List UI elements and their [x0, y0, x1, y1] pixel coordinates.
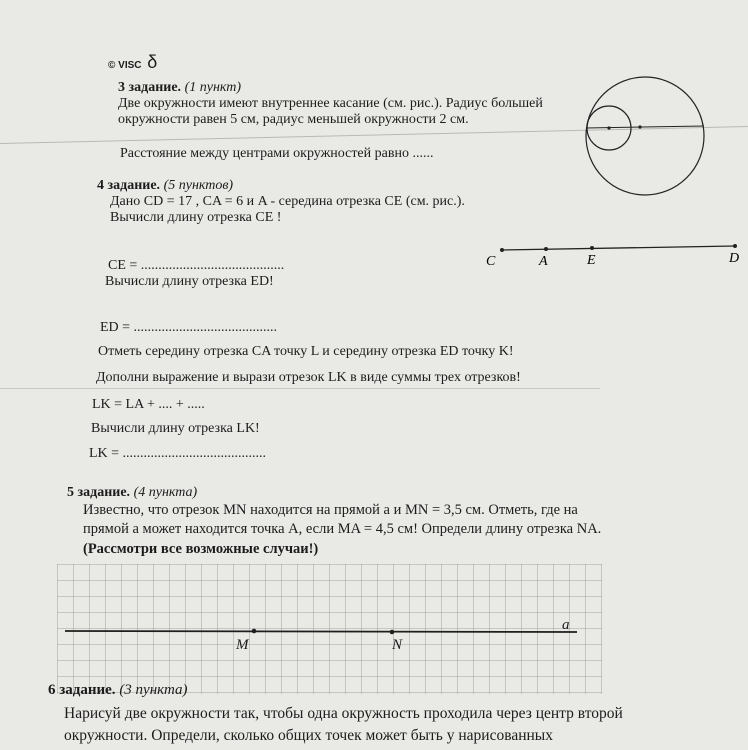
task6-points: (3 пункта)	[119, 682, 188, 698]
circles-figure	[570, 76, 720, 206]
task4-ask-ed: Вычисли длину отрезка ED!	[105, 274, 274, 289]
task5-heading	[67, 485, 197, 501]
lk-expression-field[interactable]: LK = LA + .... + .....	[92, 397, 205, 412]
label-c: C	[486, 254, 496, 269]
point-d	[733, 244, 737, 248]
point-e	[590, 246, 594, 250]
task3-question: Расстояние между центрами окружностей равно ......	[120, 146, 434, 161]
task4-points: (5 пунктов)	[163, 178, 234, 193]
task5-text-line1: Известно, что отрезок MN находится на прямой a и MN = 3,5 см. Отметь, где на	[83, 502, 578, 518]
task3-heading	[118, 80, 241, 96]
task4-given: Дано CD = 17 , CA = 6 и A - середина отрезка CE (см. рис.).	[110, 194, 465, 209]
task6-text-line1: Нарисуй две окружности так, чтобы одна окружность проходила через центр второй	[64, 705, 623, 722]
segment-figure	[480, 236, 748, 270]
label-e: E	[587, 253, 596, 268]
small-center-dot	[607, 126, 610, 129]
label-d: D	[729, 251, 740, 266]
label-a-line: a	[562, 617, 570, 633]
task3-text-line2: окружности равен 5 см, радиус меньшей окружности 2 см.	[118, 112, 469, 127]
task3-text-line1: Две окружности имеют внутреннее касание (см. рис.). Радиус большей	[118, 96, 543, 111]
point-a	[544, 247, 548, 251]
grid-pattern	[57, 564, 602, 694]
task5-text-line2: прямой a может находится точка A, если MA = 4,5 см! Определи длину отрезка NA.	[83, 521, 602, 537]
lk-answer-field[interactable]: LK = .........................................	[89, 446, 267, 461]
task4-ask-lk: Вычисли длину отрезка LK!	[91, 421, 260, 436]
task4-ask-ce: Вычисли длину отрезка CE !	[110, 210, 282, 225]
fold-line-2	[0, 388, 600, 389]
task3-title: 3 задание.	[118, 80, 182, 95]
task6-heading	[48, 682, 188, 699]
ce-answer-field[interactable]: CE = .........................................	[108, 258, 285, 273]
label-n: N	[392, 637, 403, 653]
label-m: M	[236, 637, 249, 653]
task3-points: (1 пункт)	[184, 80, 242, 95]
point-n	[390, 630, 395, 635]
line-a	[65, 631, 577, 632]
task5-title: 5 задание.	[67, 485, 131, 500]
point-c	[500, 248, 504, 252]
diameter-line	[586, 126, 704, 128]
ed-answer-field[interactable]: ED = .........................................	[100, 320, 278, 335]
task5-points: (4 пункта)	[133, 485, 198, 500]
label-a: A	[539, 254, 548, 269]
big-center-dot	[638, 125, 641, 128]
brand-logo: δ	[147, 52, 158, 72]
brand-mark	[108, 52, 157, 73]
task4-heading	[97, 178, 233, 194]
task6-text-line2: окружности. Определи, сколько общих точек может быть у нарисованных	[64, 727, 553, 744]
task4-complete: Дополни выражение и вырази отрезок LK в виде суммы трех отрезков!	[96, 370, 521, 385]
segment-cd	[502, 246, 735, 250]
point-m	[252, 629, 257, 634]
task4-mark: Отметь середину отрезка CA точку L и середину отрезка ED точку K!	[98, 344, 514, 359]
task6-title: 6 задание.	[48, 682, 116, 698]
task5-text-line3: (Рассмотри все возможные случаи!)	[83, 541, 319, 557]
grid-drawing-area[interactable]	[57, 564, 602, 694]
task4-title: 4 задание.	[97, 178, 161, 193]
big-circle	[586, 77, 704, 195]
brand-text: © VISC	[108, 60, 142, 71]
